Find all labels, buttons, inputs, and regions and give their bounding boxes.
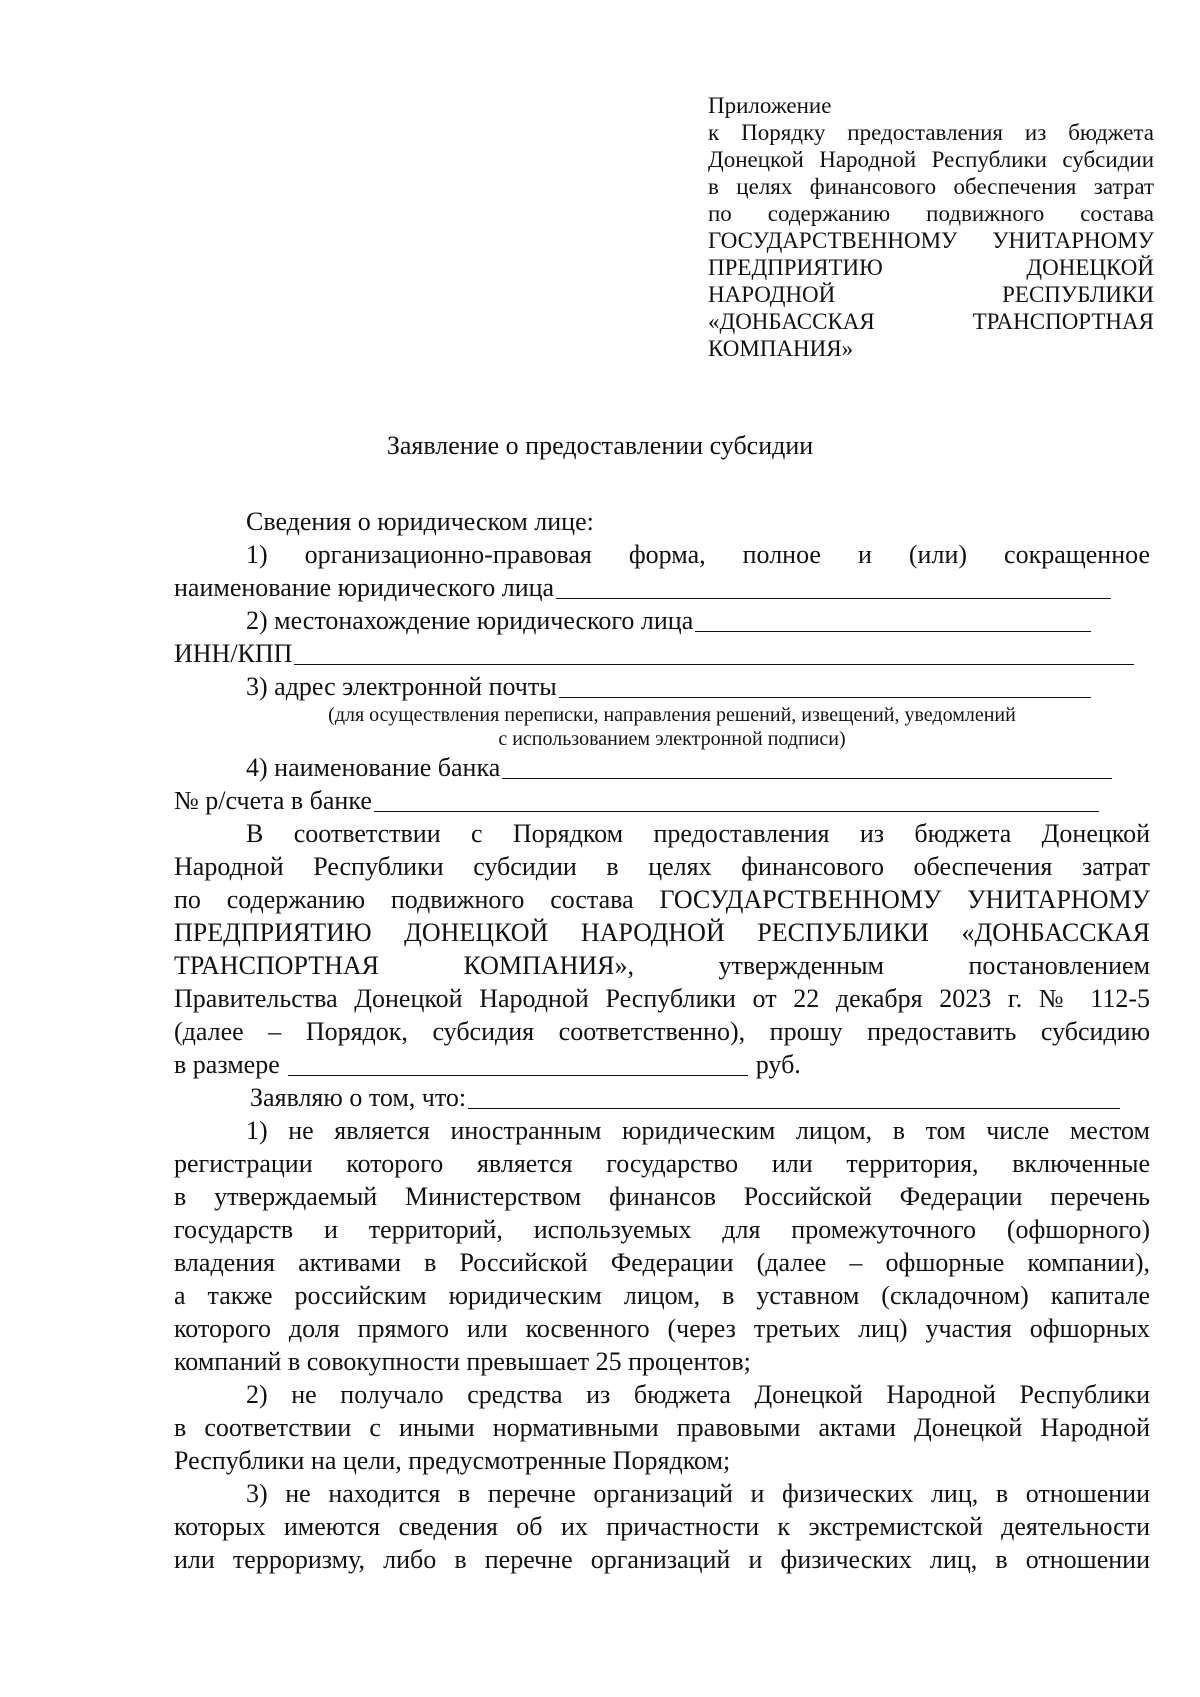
- appendix-line: в целях финансового обеспечения затрат: [708, 174, 1154, 199]
- account-label: № р/счета в банке: [174, 786, 372, 815]
- field-4-label: 4) наименование банка: [246, 753, 501, 782]
- field-1-label-cont: наименование юридического лица: [174, 573, 555, 602]
- declaration-item-1: [174, 1114, 1150, 1378]
- appendix-line: КОМПАНИЯ»: [708, 336, 854, 361]
- field-1-line-1: [174, 538, 1150, 571]
- declaration-text: государств и территорий, используемых для промежуточного (офшорного): [174, 1215, 1150, 1244]
- request-text: ПРЕДПРИЯТИЮ ДОНЕЦКОЙ НАРОДНОЙ РЕСПУБЛИКИ «ДОНБАССКАЯ: [174, 918, 1150, 947]
- field-4-line: [174, 751, 1150, 784]
- appendix-line: НАРОДНОЙ РЕСПУБЛИКИ: [708, 282, 1154, 307]
- field-3-label: 3) адрес электронной почты: [246, 672, 557, 701]
- legal-name-field[interactable]: [556, 574, 1111, 599]
- intro-line: [174, 505, 1150, 538]
- request-text: Народной Республики субсидии в целях финансового обеспечения затрат: [174, 852, 1150, 881]
- declaration-intro-line: [174, 1081, 1150, 1114]
- location-field[interactable]: [695, 607, 1091, 632]
- appendix-header: [708, 92, 1154, 362]
- declaration-line: [174, 1477, 1150, 1510]
- amount-field[interactable]: [288, 1051, 748, 1076]
- declaration-text: компаний в совокупности превышает 25 процентов;: [174, 1347, 751, 1376]
- intro-text: Сведения о юридическом лице:: [246, 507, 594, 536]
- document-title: Заявление о предоставлении субсидии: [386, 431, 814, 460]
- appendix-line: ПРЕДПРИЯТИЮ ДОНЕЦКОЙ: [708, 255, 1154, 280]
- request-line: [174, 817, 1150, 850]
- email-field[interactable]: [559, 673, 1091, 698]
- appendix-line: Приложение: [708, 93, 832, 118]
- declaration-text: в соответствии с иными нормативными правовыми актами Донецкой Народной: [174, 1413, 1150, 1442]
- document-body: [174, 505, 1150, 1576]
- request-text: Правительства Донецкой Народной Республики от 22 декабря 2023 г. № 112-5: [174, 984, 1150, 1013]
- declaration-line: [174, 1378, 1150, 1411]
- bank-name-field[interactable]: [502, 754, 1112, 779]
- appendix-line: по содержанию подвижного состава: [708, 201, 1154, 226]
- declaration-text: а также российским юридическим лицом, в уставном (складочном) капитале: [174, 1281, 1150, 1310]
- email-note: (для осуществления переписки, направления решений, извещений, уведомлений: [328, 704, 1016, 726]
- inn-line: [174, 637, 1150, 670]
- email-note-cont: с использованием электронной подписи): [498, 728, 846, 750]
- declaration-item-3: [174, 1477, 1150, 1576]
- declaration-text: которого доля прямого или косвенного (через третьих лиц) участия офшорных: [174, 1314, 1150, 1343]
- declaration-text: 3) не находится в перечне организаций и физических лиц, в отношении: [246, 1479, 1150, 1508]
- request-text: ТРАНСПОРТНАЯ КОМПАНИЯ», утвержденным постановлением: [174, 951, 1150, 980]
- appendix-line: «ДОНБАССКАЯ ТРАНСПОРТНАЯ: [708, 309, 1154, 334]
- declaration-item-2: [174, 1378, 1150, 1477]
- field-3-line: [174, 670, 1150, 703]
- declaration-text: регистрации которого является государство или территория, включенные: [174, 1149, 1150, 1178]
- appendix-line: к Порядку предоставления из бюджета: [708, 120, 1154, 145]
- inn-kpp-field[interactable]: [294, 640, 1134, 665]
- declaration-text: которых имеются сведения об их причастности к экстремистской деятельности: [174, 1512, 1150, 1541]
- account-number-field[interactable]: [374, 787, 1099, 812]
- field-2-label: 2) местонахождение юридического лица: [246, 606, 694, 635]
- declaration-line: [174, 1114, 1150, 1147]
- appendix-line: Донецкой Народной Республики субсидии: [708, 147, 1154, 172]
- amount-prefix: в размере: [174, 1050, 280, 1079]
- declaration-text: 1) не является иностранным юридическим лицом, в том числе местом: [246, 1116, 1150, 1145]
- amount-suffix: руб.: [755, 1050, 801, 1079]
- account-line: [174, 784, 1150, 817]
- request-text: В соответствии с Порядком предоставления из бюджета Донецкой: [246, 819, 1150, 848]
- declaration-text: в утверждаемый Министерством финансов Российской Федерации перечень: [174, 1182, 1150, 1211]
- inn-label: ИНН/КПП: [174, 639, 293, 668]
- request-paragraph: [174, 817, 1150, 1081]
- declaration-text: или терроризму, либо в перечне организаций и физических лиц, в отношении: [174, 1545, 1150, 1574]
- declaration-field[interactable]: [468, 1084, 1120, 1109]
- declaration-text: 2) не получало средства из бюджета Донецкой Народной Республики: [246, 1380, 1150, 1409]
- field-2-line: [174, 604, 1150, 637]
- request-text: (далее – Порядок, субсидия соответственно), прошу предоставить субсидию: [174, 1017, 1150, 1046]
- declaration-intro: Заявляю о том, что:: [250, 1083, 467, 1112]
- declaration-text: Республики на цели, предусмотренные Порядком;: [174, 1446, 731, 1475]
- appendix-line: ГОСУДАРСТВЕННОМУ УНИТАРНОМУ: [708, 228, 1154, 253]
- field-1-line-2: [174, 571, 1150, 604]
- field-1-label: 1) организационно-правовая форма, полное и (или) сокращенное: [246, 540, 1150, 569]
- request-text: по содержанию подвижного состава ГОСУДАРСТВЕННОМУ УНИТАРНОМУ: [174, 885, 1150, 914]
- amount-line: [174, 1048, 1150, 1081]
- declaration-text: владения активами в Российской Федерации (далее – офшорные компании),: [174, 1248, 1150, 1277]
